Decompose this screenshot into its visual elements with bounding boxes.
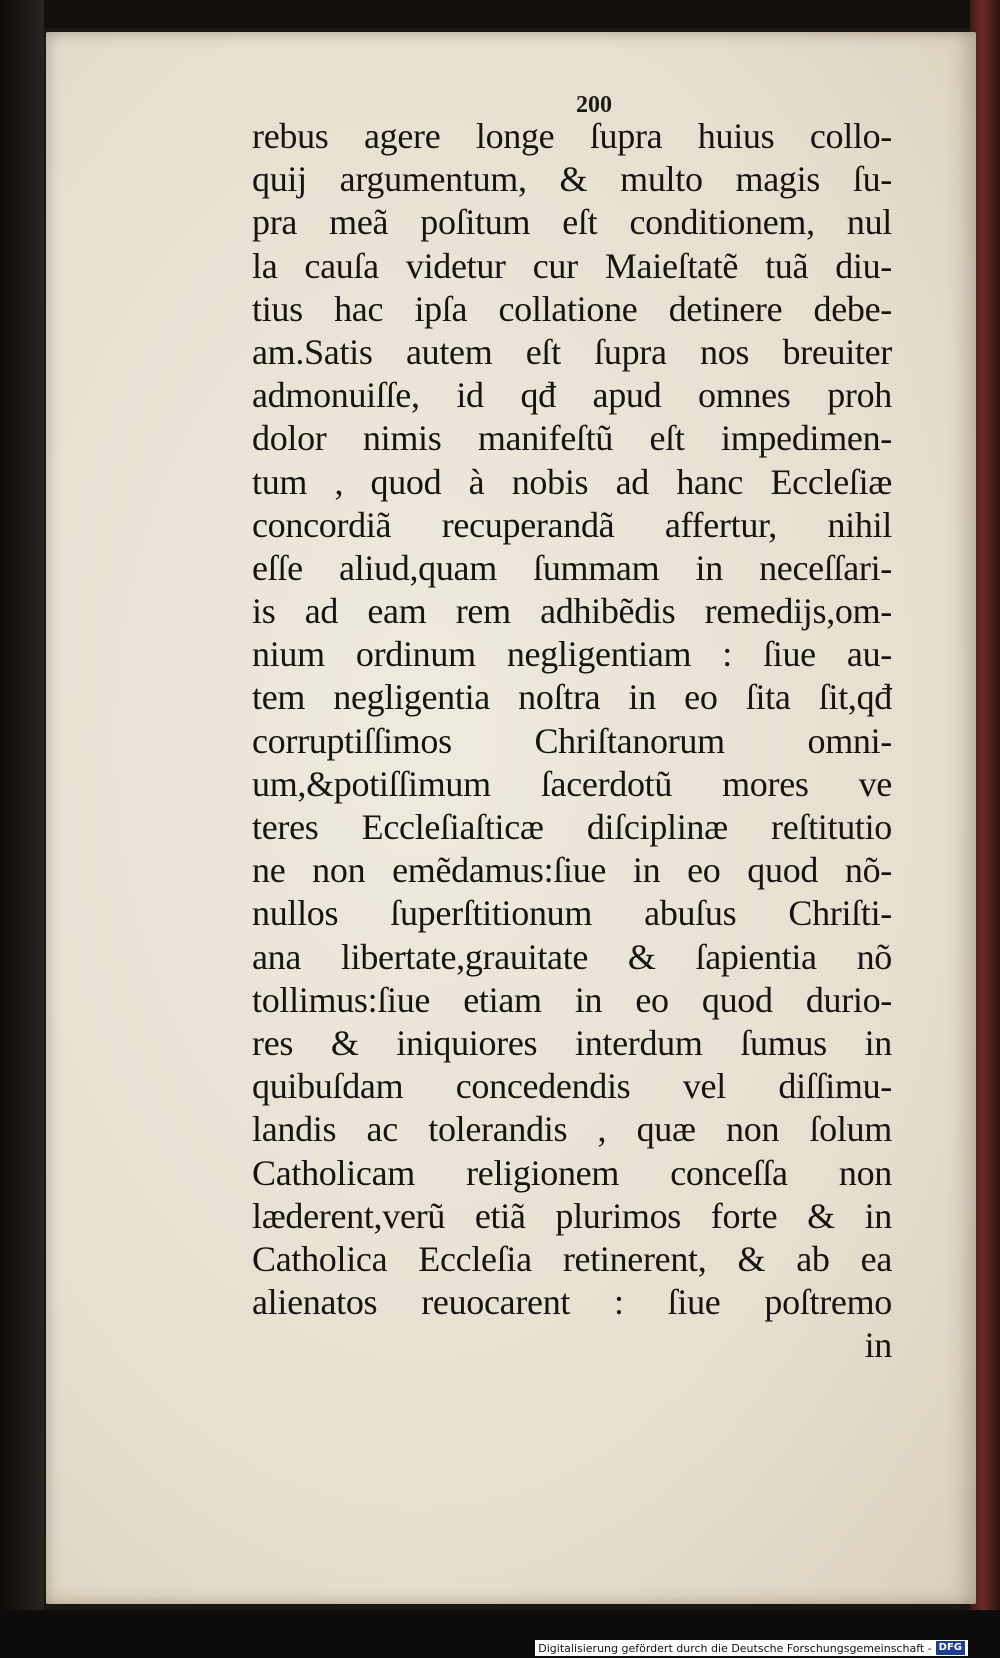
text-line: Catholicam religionem conceſſa non	[252, 1152, 892, 1193]
text-line: um,&potiſſimum ſacerdotũ mores ve	[252, 763, 892, 804]
text-line: res & iniquiores interdum ſumus in	[252, 1022, 892, 1063]
digitization-credit	[535, 1640, 968, 1656]
page-text-block	[252, 115, 892, 1367]
text-line: tum , quod à nobis ad hanc Eccleſiæ	[252, 461, 892, 502]
text-line: teres Eccleſiaſticæ diſciplinæ reſtitutio	[252, 807, 892, 847]
credit-text: Digitalisierung gefördert durch die Deutsche Forschungsgemeinschaft -	[538, 1641, 932, 1655]
text-line: landis ac tolerandis , quæ non ſolum	[252, 1109, 892, 1150]
text-line: dolor nimis manifeſtũ eſt impedimen-	[252, 418, 892, 459]
text-line: rebus agere longe ſupra huius collo-	[252, 116, 892, 156]
text-line: tollimus:ſiue etiam in eo quod durio-	[252, 979, 892, 1020]
text-line: eſſe aliud,quam ſummam in neceſſari-	[252, 547, 892, 588]
catchword: in	[864, 1325, 892, 1366]
text-line: alienatos reuocarent : ſiue poſtremo	[252, 1282, 892, 1323]
text-line: quij argumentum, & multo magis ſu-	[252, 159, 892, 200]
text-line: admonuiſſe, id qđ apud omnes proh	[252, 375, 892, 416]
page-number: 200	[576, 92, 612, 118]
text-line: am.Satis autem eſt ſupra nos breuiter	[252, 331, 892, 372]
text-line: læderent,verũ etiã plurimos forte & in	[252, 1195, 892, 1236]
text-line: nullos ſuperſtitionum abuſus Chriſti-	[252, 893, 892, 934]
text-line: is ad eam rem adhibẽdis remedijs,om-	[252, 591, 892, 632]
text-line: tius hac ipſa collatione detinere debe-	[252, 288, 892, 329]
text-line: la cauſa videtur cur Maieſtatẽ tuã diu-	[252, 245, 892, 286]
text-line: quibuſdam concedendis vel diſſimu-	[252, 1066, 892, 1107]
text-line: corruptiſſimos Chriſtanorum omni-	[252, 720, 892, 761]
text-line: Catholica Eccleſia retinerent, & ab ea	[252, 1238, 892, 1279]
book-left-edge	[0, 0, 44, 1658]
text-line: ana libertate,grauitate & ſapientia nõ	[252, 936, 892, 977]
text-line: nium ordinum negligentiam : ſiue au-	[252, 634, 892, 675]
text-line: tem negligentia noſtra in eo ſita ſit,qđ	[252, 677, 892, 718]
scan-top-edge	[0, 0, 1000, 28]
text-line: ne non emẽdamus:ſiue in eo quod nõ-	[252, 850, 892, 891]
text-line: pra meã poſitum eſt conditionem, nul	[252, 202, 892, 243]
dfg-logo: DFG	[936, 1641, 965, 1655]
text-line: concordiã recuperandã affertur, nihil	[252, 504, 892, 545]
